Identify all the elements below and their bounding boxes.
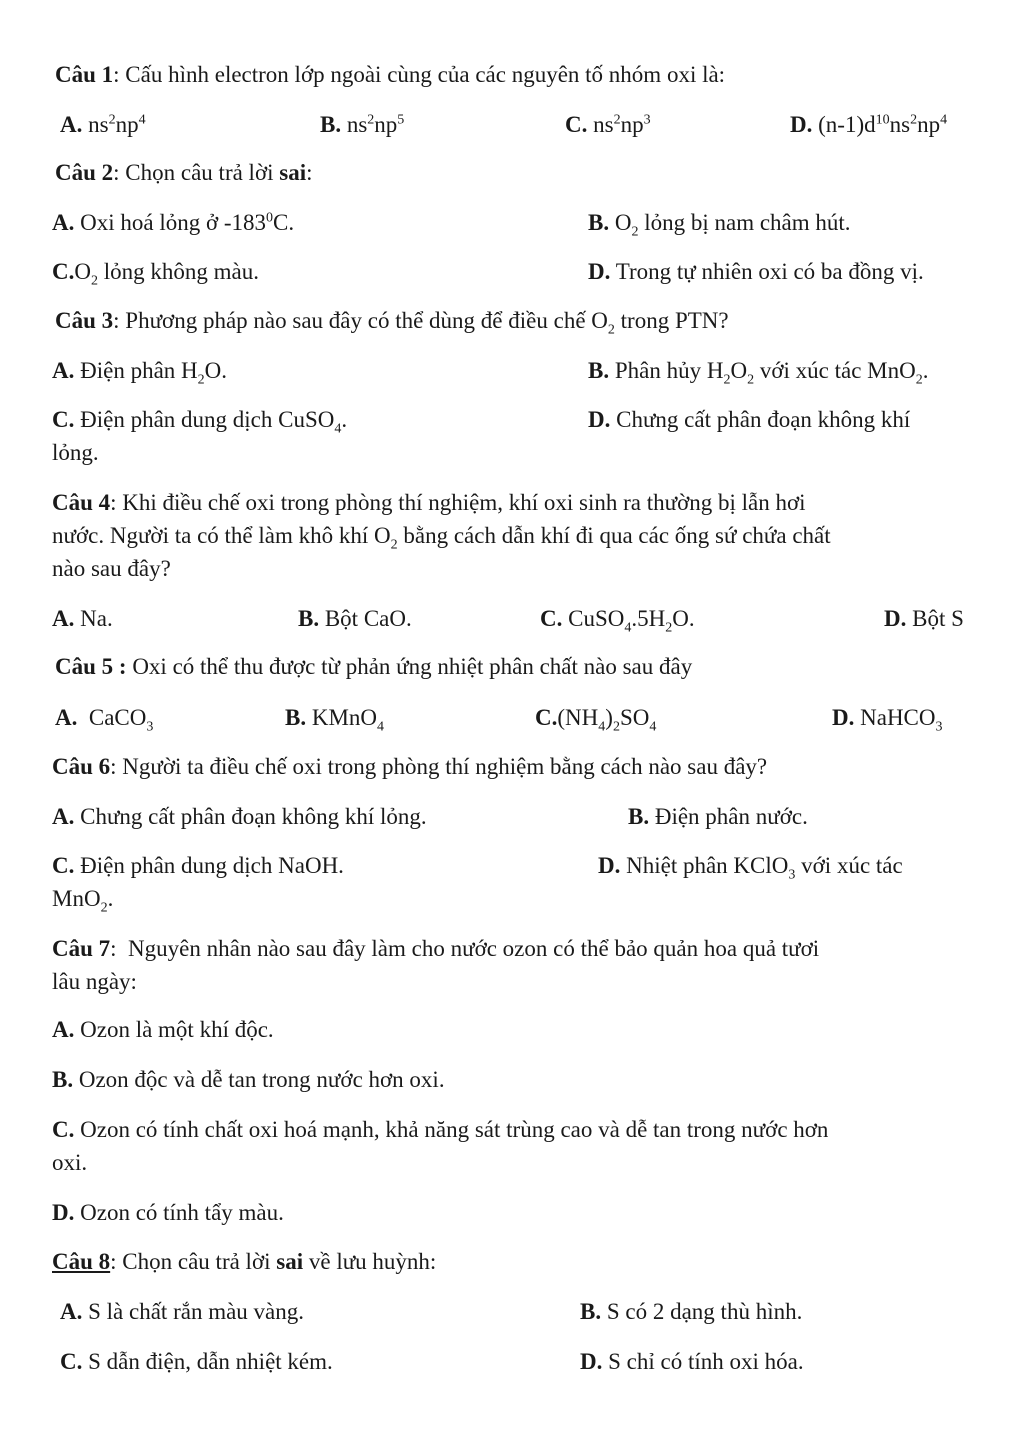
subscript: 2 xyxy=(390,537,398,553)
option-text: ) xyxy=(605,705,613,730)
question-8-emphasis: sai xyxy=(276,1249,304,1274)
option-letter: B. xyxy=(588,358,610,383)
subscript: 2 xyxy=(723,372,731,388)
question-8-option-a xyxy=(60,1297,304,1327)
option-letter: C. xyxy=(60,1349,83,1374)
question-2-emphasis: sai xyxy=(279,160,307,185)
question-6-option-a xyxy=(52,802,427,832)
option-letter: B. xyxy=(588,210,610,235)
option-letter: D. xyxy=(580,1349,603,1374)
option-text: Ozon có tính chất oxi hoá mạnh, khả năng sát trùng cao và dễ tan trong nước hơn xyxy=(74,1117,829,1142)
question-7-line-1: : Nguyên nhân nào sau đây làm cho nước ozon có thể bảo quản hoa quả tươi xyxy=(110,936,820,961)
option-text: O xyxy=(730,358,748,383)
option-text: C. xyxy=(273,210,295,235)
question-4-text: nào sau đây? xyxy=(52,556,171,581)
option-text: Phân hủy H xyxy=(609,358,724,383)
option-letter: C. xyxy=(52,853,75,878)
question-6-option-b xyxy=(628,802,808,832)
option-text: .5H xyxy=(631,606,666,631)
superscript: 2 xyxy=(108,112,116,128)
question-8 xyxy=(52,1247,436,1277)
subscript: 4 xyxy=(598,719,606,735)
option-text: với xúc tác xyxy=(795,853,903,878)
superscript: 5 xyxy=(397,112,405,128)
option-text: (NH xyxy=(557,705,599,730)
question-3-option-d-wrap xyxy=(52,438,99,468)
question-3-text-end: trong PTN? xyxy=(614,308,729,333)
option-letter: A. xyxy=(52,606,75,631)
question-4-option-a xyxy=(52,604,113,634)
subscript: 2 xyxy=(91,273,98,289)
question-6-option-d-wrap xyxy=(52,884,113,914)
option-letter: B. xyxy=(52,1067,74,1092)
question-7-option-b xyxy=(52,1065,445,1095)
option-text: CaCO xyxy=(77,705,147,730)
question-4-line-2 xyxy=(52,521,831,551)
superscript: 0 xyxy=(266,210,274,226)
option-text: S chỉ có tính oxi hóa. xyxy=(602,1349,804,1374)
subscript: 3 xyxy=(935,719,943,735)
question-3-option-a xyxy=(52,356,227,386)
option-text: Chưng cất phân đoạn không khí xyxy=(610,407,911,432)
question-8-option-b xyxy=(580,1297,802,1327)
question-7-text: lâu ngày: xyxy=(52,969,137,994)
option-letter: D. xyxy=(790,112,813,137)
option-letter: D. xyxy=(832,705,855,730)
option-letter: C. xyxy=(540,606,563,631)
option-text: lỏng không màu. xyxy=(98,259,259,284)
subscript: 2 xyxy=(100,900,108,916)
formula-part: ns xyxy=(889,112,911,137)
question-8-option-c xyxy=(60,1347,333,1377)
option-text: KMnO xyxy=(306,705,378,730)
question-4 xyxy=(52,488,806,518)
option-letter: A. xyxy=(60,112,83,137)
subscript: 2 xyxy=(612,719,620,735)
question-7-option-d xyxy=(52,1198,284,1228)
subscript: 4 xyxy=(649,719,657,735)
option-text: Na. xyxy=(74,606,113,631)
option-letter: D. xyxy=(588,259,611,284)
question-4-text: bằng cách dẫn khí đi qua các ống sứ chứa chất xyxy=(397,523,831,548)
question-8-label: Câu 8 xyxy=(52,1249,111,1274)
question-5-text: Oxi có thể thu được từ phản ứng nhiệt phân chất nào sau đây xyxy=(126,654,693,679)
option-text: Điện phân H xyxy=(74,358,198,383)
option-letter: B. xyxy=(628,804,650,829)
superscript: 2 xyxy=(613,112,621,128)
question-3-label: Câu 3 xyxy=(55,308,114,333)
question-3 xyxy=(55,306,729,336)
subscript: 2 xyxy=(747,372,755,388)
question-4-line-1: : Khi điều chế oxi trong phòng thí nghiệm, khí oxi sinh ra thường bị lẫn hơi xyxy=(110,490,806,515)
question-1-option-a xyxy=(60,110,146,140)
question-7 xyxy=(52,934,819,964)
question-6-text: : Người ta điều chế oxi trong phòng thí nghiệm bằng cách nào sau đây? xyxy=(110,754,768,779)
question-5-option-b xyxy=(285,703,384,733)
option-text: Điện phân dung dịch CuSO xyxy=(74,407,335,432)
question-2-option-a xyxy=(52,208,294,238)
formula-part: np xyxy=(115,112,139,137)
question-1 xyxy=(55,60,725,90)
subscript: 2 xyxy=(631,224,639,240)
question-6-label: Câu 6 xyxy=(52,754,111,779)
subscript: 2 xyxy=(197,372,205,388)
option-letter: D. xyxy=(588,407,611,432)
option-letter: B. xyxy=(285,705,307,730)
question-2 xyxy=(55,158,313,188)
question-5-option-a xyxy=(55,703,153,733)
question-1-option-b xyxy=(320,110,404,140)
option-letter: A. xyxy=(52,1017,75,1042)
option-text: lỏng bị nam châm hút. xyxy=(638,210,851,235)
option-text: SO xyxy=(619,705,650,730)
formula-part: ns xyxy=(593,112,614,137)
question-4-option-b xyxy=(298,604,412,634)
question-4-line-3 xyxy=(52,554,171,584)
option-text: S có 2 dạng thù hình. xyxy=(601,1299,803,1324)
option-text: Oxi hoá lỏng ở -183 xyxy=(74,210,267,235)
question-5-option-d xyxy=(832,703,943,733)
superscript: 2 xyxy=(367,112,375,128)
question-7-label: Câu 7 xyxy=(52,936,111,961)
formula-part: (n-1)d xyxy=(818,112,876,137)
question-1-label: Câu 1 xyxy=(55,62,114,87)
superscript: 4 xyxy=(940,112,948,128)
option-letter: D. xyxy=(52,1200,75,1225)
superscript: 3 xyxy=(643,112,651,128)
option-text: . xyxy=(107,886,114,911)
option-letter: D. xyxy=(598,853,621,878)
option-letter: C. xyxy=(52,1117,75,1142)
question-5-option-c xyxy=(535,703,656,733)
question-7-line-2 xyxy=(52,967,137,997)
option-text: S là chất rắn màu vàng. xyxy=(82,1299,304,1324)
question-4-option-c xyxy=(540,604,695,634)
option-text: Nhiệt phân KClO xyxy=(620,853,789,878)
question-2-text: : Chọn câu trả lời xyxy=(113,160,280,185)
question-4-option-d xyxy=(884,604,964,634)
question-8-option-d xyxy=(580,1347,804,1377)
option-letter: A. xyxy=(52,358,75,383)
question-1-option-d xyxy=(790,110,947,140)
question-7-option-a xyxy=(52,1015,274,1045)
option-letter: B. xyxy=(580,1299,602,1324)
question-3-option-c xyxy=(52,405,347,435)
option-text: Ozon là một khí độc. xyxy=(74,1017,274,1042)
option-text: oxi. xyxy=(52,1150,88,1175)
option-letter: A. xyxy=(52,804,75,829)
question-4-label: Câu 4 xyxy=(52,490,111,515)
superscript: 4 xyxy=(138,112,146,128)
question-4-text: nước. Người ta có thể làm khô khí O xyxy=(52,523,391,548)
question-2-text-end: : xyxy=(306,160,313,185)
question-3-text: : Phương pháp nào sau đây có thể dùng để điều chế O xyxy=(113,308,608,333)
subscript: 4 xyxy=(377,719,385,735)
question-7-option-c-wrap xyxy=(52,1148,87,1178)
option-text: Điện phân dung dịch NaOH. xyxy=(74,853,344,878)
subscript: 3 xyxy=(788,867,796,883)
formula-part: ns xyxy=(346,112,368,137)
option-text: Ozon có tính tẩy màu. xyxy=(74,1200,284,1225)
subscript: 4 xyxy=(334,421,342,437)
question-6 xyxy=(52,752,767,782)
option-text: O. xyxy=(672,606,695,631)
option-text: lỏng. xyxy=(52,440,99,465)
option-text: S dẫn điện, dẫn nhiệt kém. xyxy=(82,1349,333,1374)
option-text: Trong tự nhiên oxi có ba đồng vị. xyxy=(610,259,924,284)
superscript: 2 xyxy=(910,112,918,128)
question-8-text-end: về lưu huỳnh: xyxy=(303,1249,437,1274)
option-letter: D. xyxy=(884,606,907,631)
option-text: Điện phân nước. xyxy=(649,804,808,829)
option-letter: B. xyxy=(298,606,320,631)
formula-part: np xyxy=(917,112,941,137)
subscript: 2 xyxy=(607,322,615,338)
question-7-option-c xyxy=(52,1115,828,1145)
question-2-option-c xyxy=(52,257,259,287)
option-text: với xúc tác MnO xyxy=(754,358,916,383)
formula-part: np xyxy=(374,112,398,137)
option-letter: B. xyxy=(320,112,342,137)
subscript: 2 xyxy=(915,372,923,388)
option-text: . xyxy=(341,407,348,432)
question-2-option-b xyxy=(588,208,851,238)
option-text: CuSO xyxy=(562,606,625,631)
formula-part: ns xyxy=(88,112,109,137)
question-6-option-c xyxy=(52,851,344,881)
option-letter: A. xyxy=(60,1299,83,1324)
question-5-label: Câu 5 : xyxy=(55,654,127,679)
option-text: O xyxy=(609,210,632,235)
subscript: 4 xyxy=(624,620,632,636)
formula-part: np xyxy=(620,112,644,137)
question-2-option-d xyxy=(588,257,924,287)
question-1-option-c xyxy=(565,110,651,140)
subscript: 3 xyxy=(146,719,154,735)
option-text: MnO xyxy=(52,886,101,911)
question-5 xyxy=(55,652,692,682)
option-text: Bột S xyxy=(906,606,964,631)
question-2-label: Câu 2 xyxy=(55,160,114,185)
question-6-option-d xyxy=(598,851,903,881)
option-letter: C. xyxy=(565,112,588,137)
option-letter: A. xyxy=(55,705,78,730)
question-3-option-b xyxy=(588,356,928,386)
option-text: Chưng cất phân đoạn không khí lỏng. xyxy=(74,804,427,829)
option-text: O. xyxy=(204,358,228,383)
option-text: NaHCO xyxy=(854,705,936,730)
option-letter: C. xyxy=(52,259,75,284)
question-1-text: : Cấu hình electron lớp ngoài cùng của các nguyên tố nhóm oxi là: xyxy=(113,62,726,87)
option-letter: C. xyxy=(535,705,558,730)
option-text: Ozon độc và dễ tan trong nước hơn oxi. xyxy=(73,1067,445,1092)
superscript: 10 xyxy=(875,112,890,128)
subscript: 2 xyxy=(665,620,673,636)
option-letter: A. xyxy=(52,210,75,235)
question-3-option-d xyxy=(588,405,910,435)
question-8-text: : Chọn câu trả lời xyxy=(110,1249,277,1274)
option-text: Bột CaO. xyxy=(319,606,412,631)
option-text: O xyxy=(74,259,91,284)
option-letter: C. xyxy=(52,407,75,432)
option-text: . xyxy=(922,358,929,383)
